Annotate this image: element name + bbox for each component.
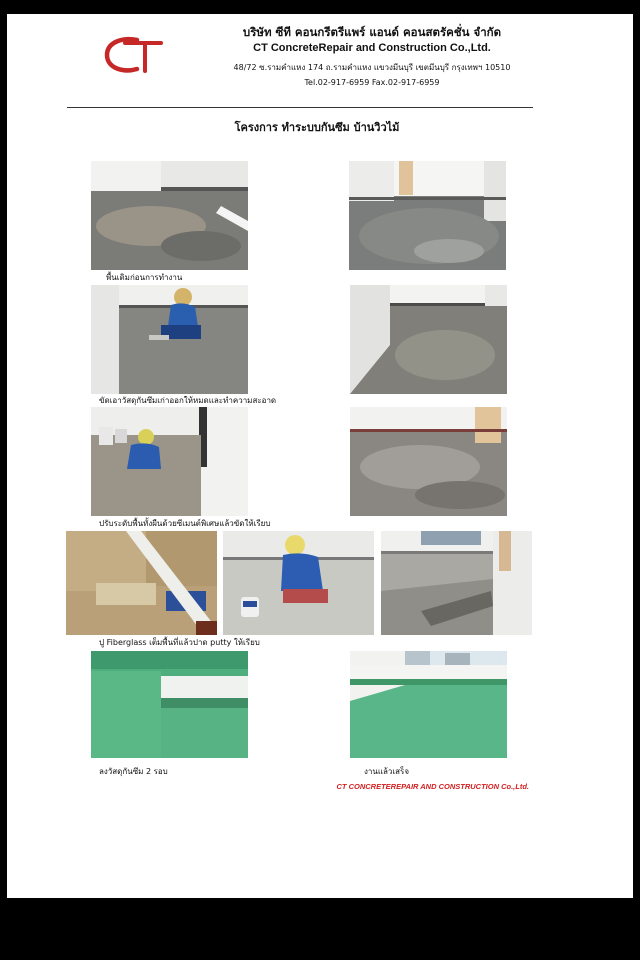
- company-address: 48/72 ซ.รามคำแหง 174 ถ.รามคำแหง แขวงมีนบุรี เขตมีนบุรี กรุงเทพฯ 10510: [233, 63, 511, 72]
- document-page: [7, 14, 633, 898]
- photo-scraped-floor: [350, 285, 507, 394]
- photo-completed-work: [350, 651, 507, 758]
- company-name-english: CT ConcreteRepair and Construction Co.,Ltd.: [253, 42, 491, 54]
- photo-fiberglass-roll: [66, 531, 217, 635]
- photo-leveled-floor: [350, 407, 507, 516]
- photo-fiberglass-applied: [381, 531, 532, 635]
- photo-worker-putty: [223, 531, 374, 635]
- photo-original-floor-right: [349, 161, 506, 270]
- photo-green-coating: [91, 651, 248, 758]
- caption-step5: ลงวัสดุกันซึม 2 รอบ: [99, 767, 168, 776]
- company-phone: Tel.02-917-6959 Fax.02-917-6959: [304, 78, 440, 87]
- project-title: โครงการ ทำระบบกันซึม บ้านวิวไม้: [234, 121, 400, 134]
- company-name-thai: บริษัท ซีที คอนกรีตรีแพร์ แอนด์ คอนสตรัคชั่น จำกัด: [242, 25, 502, 39]
- caption-step1: พื้นเดิมก่อนการทำงาน: [106, 273, 183, 282]
- photo-worker-scraping: [91, 285, 248, 394]
- photo-original-floor-left: [91, 161, 248, 270]
- footer-company-name: CT CONCRETEREPAIR AND CONSTRUCTION Co.,Ltd.: [336, 782, 529, 791]
- photo-worker-leveling: [91, 407, 248, 516]
- caption-step2: ขัดเอาวัสดุกันซึมเก่าออกให้หมดและทำความสะอาด: [99, 396, 277, 405]
- caption-step4: ปู Fiberglass เต็มพื้นที่แล้วปาด putty ให้เรียบ: [99, 638, 260, 647]
- caption-step6: งานแล้วเสร็จ: [364, 767, 410, 776]
- header-divider: [67, 107, 533, 108]
- company-logo: [103, 36, 165, 74]
- caption-step3: ปรับระดับพื้นทั้งผืนด้วยซีเมนต์พิเศษแล้วขัดให้เรียบ: [99, 519, 271, 528]
